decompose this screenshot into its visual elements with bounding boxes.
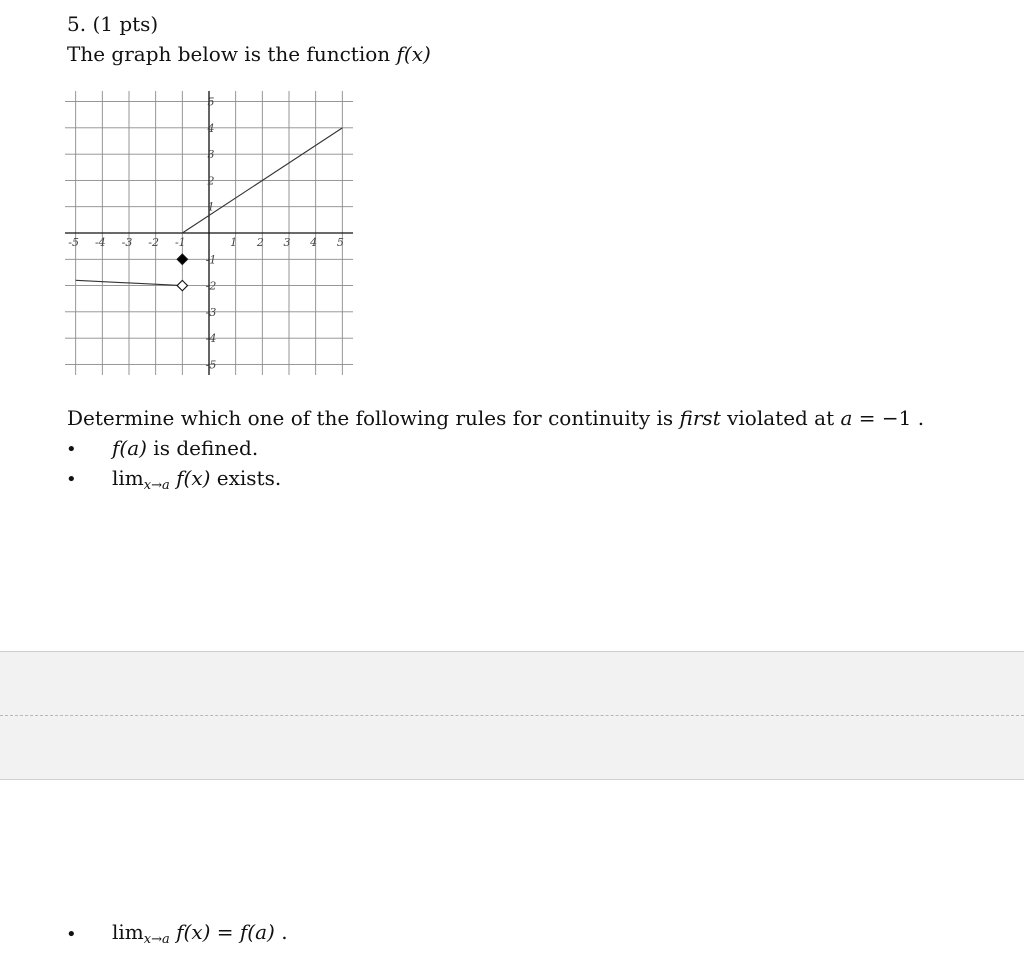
prompt-value: = −1 [852,406,912,430]
rule-func: f [176,920,184,944]
rule-text: exists. [216,466,282,490]
rule-arg: (a) [119,436,147,460]
intro-text: The graph below is the function [67,42,391,66]
closed-point-marker [177,254,187,264]
y-tick-label: 3 [207,148,215,162]
open-point-marker [177,280,187,290]
bullet-icon: • [66,439,77,460]
y-tick-label: -3 [205,305,217,319]
rule-limit-exists [112,466,281,498]
question-prompt [67,406,924,430]
rule-func: f [112,436,120,460]
rule-func2: f [239,920,248,944]
x-tick-label: -1 [174,236,186,249]
answer-band-top [0,651,1024,716]
x-tick-label: -4 [94,236,106,249]
bullet-icon: • [66,924,77,945]
function-arg: (x) [403,42,431,66]
prompt-after: violated at [727,406,835,430]
y-tick-label: -1 [205,253,217,267]
x-tick-label: -2 [148,236,160,249]
answer-band-bottom [0,716,1024,780]
x-tick-label: 5 [336,236,344,249]
rule-lim-sub: x→a [143,932,170,947]
rule-arg: (x) [183,466,211,490]
rule-lim-sub: x→a [143,478,170,493]
y-tick-label: -4 [205,332,217,346]
prompt-emphasis: first [679,406,721,430]
rule-func: f [176,466,184,490]
x-tick-label: -3 [121,236,133,249]
y-tick-label: -5 [205,358,217,372]
bullet-icon: • [66,469,77,490]
x-tick-label: 1 [230,236,238,249]
prompt-text: Determine which one of the following rules for continuity is [67,406,674,430]
prompt-variable: a [840,406,853,430]
x-tick-label: -5 [68,236,80,249]
y-tick-label: 2 [207,174,215,188]
rule-text: . [281,920,288,944]
function-graph [62,88,356,378]
question-intro [67,42,431,66]
x-tick-label: 4 [310,236,318,249]
rule-eq: = [210,920,240,944]
rule-lim: lim [112,920,144,944]
y-tick-label: 5 [207,95,215,109]
y-tick-label: 1 [207,200,215,214]
question-number: 5. (1 pts) [67,12,159,36]
rule-lim: lim [112,466,144,490]
rule-arg2: (a) [247,920,275,944]
y-tick-label: -2 [205,279,217,293]
rule-text: is defined. [153,436,259,460]
prompt-end: . [917,406,925,430]
rule-defined [112,436,258,460]
function-name: f [396,42,404,66]
x-tick-label: 2 [256,236,264,249]
rule-limit-equals [112,920,288,952]
y-tick-label: 4 [207,121,215,135]
x-tick-label: 3 [283,236,291,249]
rule-arg: (x) [183,920,211,944]
